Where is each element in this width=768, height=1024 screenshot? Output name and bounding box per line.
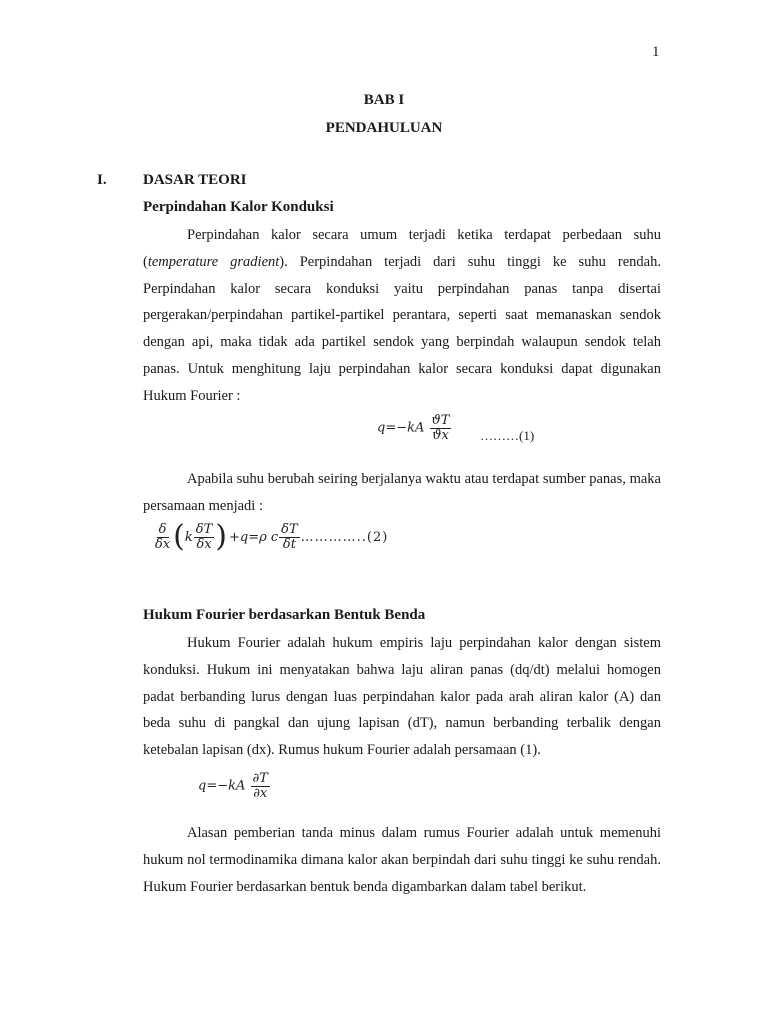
- eq2-rhs-fraction: [279, 523, 300, 551]
- eq2-inner-fraction: [194, 523, 215, 551]
- eq2-rhs-denominator: δt: [282, 536, 296, 552]
- chapter-title: PENDAHULUAN: [325, 120, 443, 136]
- eq1-denominator: ϑx: [432, 427, 449, 443]
- equation-1: [377, 414, 452, 442]
- subsection-heading-konduksi: Perpindahan Kalor Konduksi: [143, 199, 334, 215]
- paragraph-suhu-berubah: [143, 466, 661, 520]
- eq2-k: k: [184, 529, 193, 545]
- section-number: I.: [97, 172, 107, 188]
- equation-3: [198, 772, 271, 800]
- subsection-heading-bentuk-benda: Hukum Fourier berdasarkan Bentuk Benda: [143, 607, 426, 623]
- eq1-lhs: q=−kA: [377, 420, 425, 436]
- eq2-inner-denominator: δx: [196, 536, 212, 552]
- eq2-rhs-numerator: δT: [281, 521, 298, 537]
- eq1-fraction: [430, 414, 452, 442]
- eq2-outer-denominator: δx: [155, 536, 171, 552]
- para-text: Alasan pemberian tanda minus dalam rumus Fourier adalah untuk memenuhi hukum nol termodinamika dimana kalor akan berpindah dari suhu tinggi ke suhu rendah. Hukum Fourier berdasarkan bentuk benda digambarkan dalam tabel berikut.: [143, 825, 661, 895]
- eq2-right-paren: ): [215, 519, 227, 554]
- eq1-numerator: ϑT: [431, 413, 450, 428]
- eq2-middle: +q=ρ c: [229, 529, 279, 545]
- paragraph-hukum-fourier: [143, 630, 661, 764]
- paragraph-tanda-minus: [143, 820, 661, 900]
- paragraph-konduksi-intro: [143, 222, 661, 410]
- eq3-lhs: q=−kA: [198, 778, 246, 794]
- para-text: Perpindahan kalor secara umum terjadi ketika terdapat perbedaan suhu (: [143, 227, 661, 270]
- eq3-denominator: ∂x: [253, 785, 268, 801]
- eq2-left-paren: (: [173, 519, 185, 554]
- equation-1-label: ………(1): [480, 428, 535, 443]
- eq2-inner-numerator: δT: [195, 521, 213, 537]
- chapter-label: BAB I: [363, 92, 405, 108]
- equation-2: [152, 519, 389, 554]
- section-title: DASAR TEORI: [143, 172, 247, 188]
- page-number: 1: [652, 44, 660, 60]
- eq3-numerator: ∂T: [252, 771, 268, 786]
- para-text: Apabila suhu berubah seiring berjalanya waktu atau terdapat sumber panas, maka persamaan menjadi :: [143, 471, 661, 514]
- para-text: ). Perpindahan terjadi dari suhu tinggi ke suhu rendah. Perpindahan kalor secara konduksi yaitu perpindahan panas tanpa disertai pergerakan/perpindahan partikel-partikel perantara, seperti saat memanaskan sendok dengan api, maka tidak ada partikel sendok yang berpindah walaupun sendok telah panas. Untuk menghitung laju perpindahan kalor secara konduksi dapat digunakan Hukum Fourier :: [143, 253, 661, 404]
- eq2-outer-numerator: δ: [158, 521, 167, 537]
- para-text: Hukum Fourier adalah hukum empiris laju perpindahan kalor dengan sistem konduksi. Hukum ini menyatakan bahwa laju aliran panas (dq/dt) melalui homogen padat berbanding lurus dengan luas perpindahan kalor pada arah aliran kalor (A) dan beda suhu di pangkal dan ujung lapisan (dT), namun berbanding terbalik dengan ketebalan lapisan (dx). Rumus hukum Fourier adalah persamaan (1).: [143, 635, 661, 759]
- para-italic-term: temperature gradient: [147, 253, 280, 270]
- eq2-outer-derivative: [153, 523, 172, 551]
- equation-2-label: …………..(2): [300, 529, 389, 545]
- eq3-fraction: [251, 772, 270, 800]
